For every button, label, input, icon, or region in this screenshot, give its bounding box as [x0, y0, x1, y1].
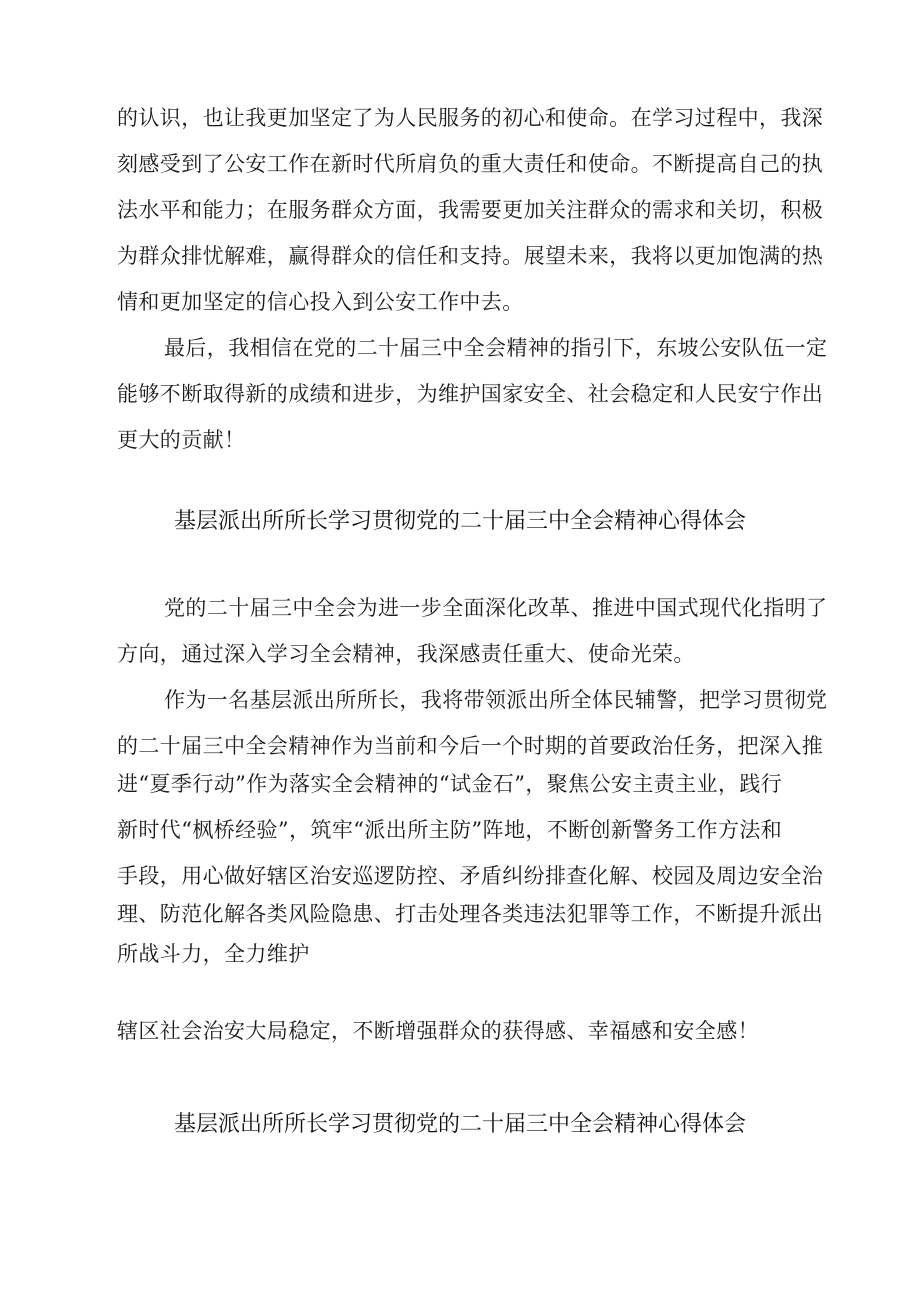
body-text-line: 能够不断取得新的成绩和进步，为维护国家安全、社会稳定和人民安宁作出 — [117, 382, 824, 406]
body-text-line: 所战斗力，全力维护 — [117, 942, 310, 966]
body-text-line: 作为一名基层派出所所长，我将带领派出所全体民辅警，把学习贯彻党 — [164, 688, 828, 712]
body-text-line: 手段，用心做好辖区治安巡逻防控、矛盾纠纷排查化解、校园及周边安全治 — [117, 864, 824, 888]
body-text-line: 的认识，也让我更加坚定了为人民服务的初心和使命。在学习过程中，我深 — [117, 106, 824, 130]
body-text-line: 为群众排忧解难，赢得群众的信任和支持。展望未来，我将以更加饱满的热 — [117, 244, 824, 268]
body-text-line: 情和更加坚定的信心投入到公安工作中去。 — [117, 290, 524, 314]
body-text-line: 最后，我相信在党的二十届三中全会精神的指引下，东坡公安队伍一定 — [164, 336, 828, 360]
body-text-line: 方向，通过深入学习全会精神，我深感责任重大、使命光荣。 — [117, 642, 695, 666]
section-heading: 基层派出所所长学习贯彻党的二十届三中全会精神心得体会 — [173, 1112, 746, 1137]
body-text-line: 党的二十届三中全会为进一步全面深化改革、推进中国式现代化指明了 — [164, 596, 828, 620]
body-text-line: 进“夏季行动”作为落实全会精神的“试金石”，聚焦公安主责主业，践行 — [117, 772, 783, 796]
body-text-line: 辖区社会治安大局稳定，不断增强群众的获得感、幸福感和安全感！ — [117, 1019, 759, 1043]
body-text-line: 法水平和能力；在服务群众方面，我需要更加关注群众的需求和关切，积极 — [117, 198, 824, 222]
body-text-line: 更大的贡献！ — [117, 428, 246, 452]
body-text-line: 刻感受到了公安工作在新时代所肩负的重大责任和使命。不断提高自己的执 — [117, 152, 824, 176]
body-text-line: 的二十届三中全会精神作为当前和今后一个时期的首要政治任务，把深入推 — [117, 734, 824, 758]
section-heading: 基层派出所所长学习贯彻党的二十届三中全会精神心得体会 — [173, 509, 746, 534]
body-text-line: 新时代“枫桥经验”，筑牢“派出所主防”阵地，不断创新警务工作方法和 — [117, 818, 783, 842]
body-text-line: 理、防范化解各类风险隐患、打击处理各类违法犯罪等工作，不断提升派出 — [117, 902, 824, 926]
